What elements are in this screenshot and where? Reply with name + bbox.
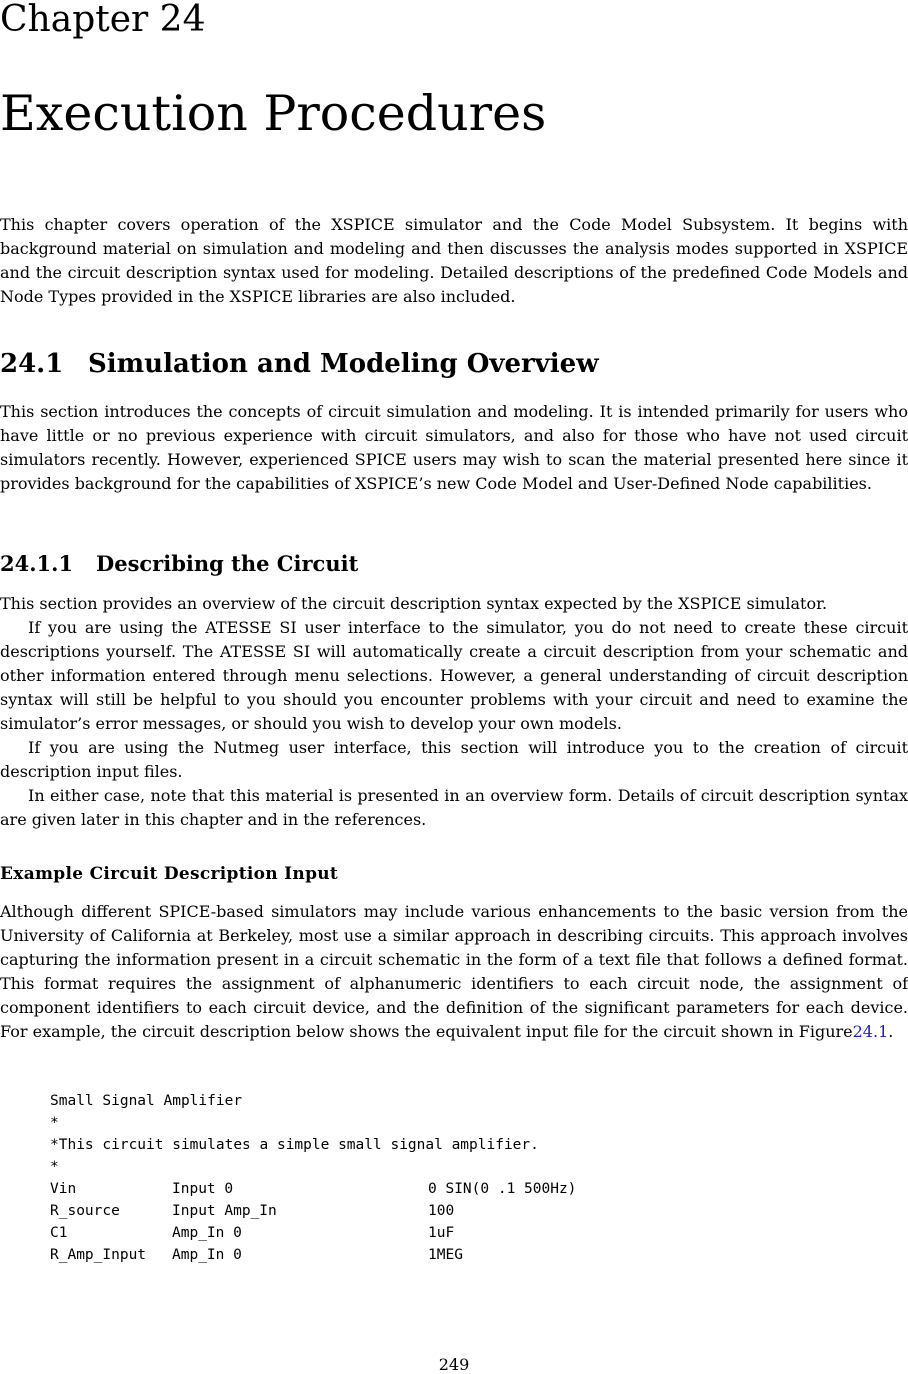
subsection-heading <box>0 551 358 577</box>
code-device-name: C1 <box>50 1225 68 1241</box>
code-row <box>50 1178 576 1200</box>
code-row <box>50 1244 576 1266</box>
code-device-value: 1uF <box>428 1225 455 1241</box>
section-intro-paragraph: This section introduces the concepts of circuit simulation and modeling. It is intended primarily for users who have little or no previous experience with circuit simulators, and also for those who have not used circuit simulators recently. However, experienced SPICE users may wish to scan the material presented here since it provides background for the capabilities of XSPICE’s new Code Model and User-Defined Node capabilities. <box>0 402 908 493</box>
code-listing <box>50 1090 576 1266</box>
subsection-paragraph-3: If you are using the Nutmeg user interface, this section will introduce you to the creation of circuit description input files. <box>0 738 908 781</box>
chapter-intro-paragraph: This chapter covers operation of the XSPICE simulator and the Code Model Subsystem. It begins with background material on simulation and modeling and then discusses the analysis modes supported in XSPICE and the circuit description syntax used for modeling. Detailed descriptions of the predefined Code Models and Node Types provided in the XSPICE libraries are also included. <box>0 215 908 306</box>
code-device-nodes: Input 0 <box>172 1181 234 1197</box>
example-text-end: . <box>888 1022 894 1041</box>
section-number: 24.1 <box>0 349 64 379</box>
section-title: Simulation and Modeling Overview <box>88 349 599 379</box>
chapter-title: Execution Procedures <box>0 85 547 142</box>
code-row <box>50 1222 576 1244</box>
code-device-value: 100 <box>428 1203 455 1219</box>
code-device-name: R_source <box>50 1203 120 1219</box>
subsection-paragraph-1: This section provides an overview of the circuit description syntax expected by the XSPICE simulator. <box>0 594 828 613</box>
code-device-value: 1MEG <box>428 1247 463 1263</box>
code-title-line: Small Signal Amplifier <box>50 1093 243 1109</box>
subsection-title: Describing the Circuit <box>96 551 359 576</box>
code-comment-line: * <box>50 1115 59 1131</box>
example-text: Although different SPICE-based simulators may include various enhancements to the basic version from the University of California at Berkeley, most use a similar approach in describing circuits. This approach involves capturing the information present in a circuit schematic in the form of a text file that follows a defined format. This format requires the assignment of alphanumeric identifiers to each circuit node, the assignment of component identifiers to each circuit device, and the definition of the significant parameters for each device. For example, the circuit description below shows the equivalent input file for the circuit shown in Figure <box>0 902 908 1041</box>
code-device-name: Vin <box>50 1181 77 1197</box>
code-device-nodes: Amp_In 0 <box>172 1247 242 1263</box>
code-row <box>50 1200 576 1222</box>
code-device-nodes: Input Amp_In <box>172 1203 277 1219</box>
page-number: 249 <box>438 1355 470 1374</box>
example-paragraph <box>0 900 908 1044</box>
figure-link[interactable]: 24.1 <box>852 1022 889 1041</box>
code-comment-line: *This circuit simulates a simple small signal amplifier. <box>50 1137 539 1153</box>
code-comment-line: * <box>50 1159 59 1175</box>
subsection-number: 24.1.1 <box>0 551 74 576</box>
subsection-paragraph-4: In either case, note that this material is presented in an overview form. Details of circuit description syntax are given later in this chapter and in the references. <box>0 786 908 829</box>
subsection-paragraph-2: If you are using the ATESSE SI user interface to the simulator, you do not need to create these circuit descriptions yourself. The ATESSE SI will automatically create a circuit description from your schematic and other information entered through menu selections. However, a general understanding of circuit description syntax will still be helpful to you should you encounter problems with your circuit and need to examine the simulator’s error messages, or should you wish to develop your own models. <box>0 618 908 733</box>
section-heading <box>0 349 599 379</box>
code-device-nodes: Amp_In 0 <box>172 1225 242 1241</box>
chapter-label: Chapter 24 <box>0 0 206 40</box>
code-device-name: R_Amp_Input <box>50 1247 147 1263</box>
example-heading: Example Circuit Description Input <box>0 864 339 884</box>
code-device-value: 0 SIN(0 .1 500Hz) <box>428 1181 577 1197</box>
